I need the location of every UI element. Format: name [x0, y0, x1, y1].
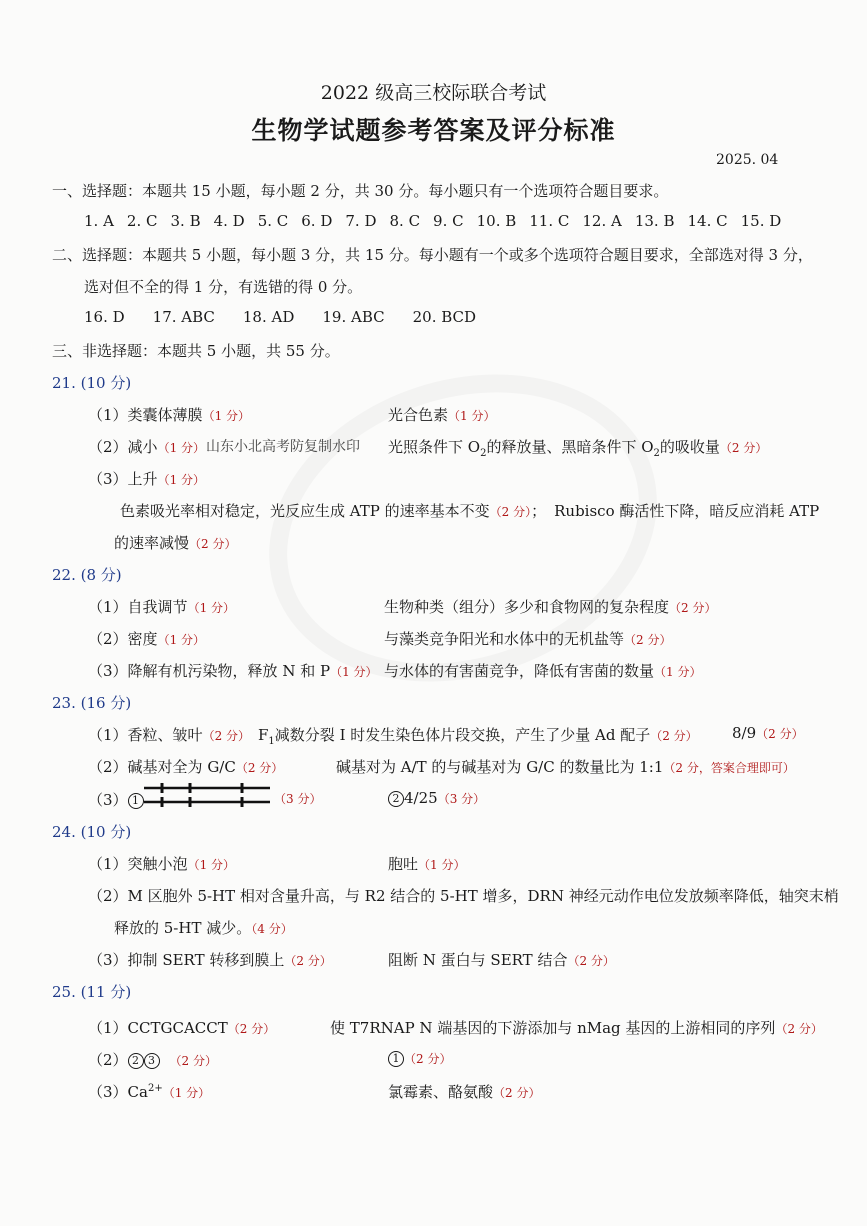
exam-name: 2022 级高三校际联合考试 [320, 82, 547, 104]
points: （1 分） [157, 633, 206, 647]
q22-part3-answer-b [384, 660, 701, 681]
q24-part3-answer-b [388, 949, 615, 970]
answer-text: 上升 [127, 470, 158, 488]
answer-text: 8/9 [732, 724, 757, 742]
q23-part3-answer-b [388, 789, 485, 807]
q22-part1-answer [88, 596, 235, 617]
part-label: （1） [88, 598, 128, 616]
answer-text: 与水体的有害菌竞争，降低有害菌的数量 [384, 662, 655, 680]
section3-heading: 三、非选择题：本题共 5 小题，共 55 分。 [52, 342, 340, 360]
answer-item: 12. A [582, 212, 622, 230]
section1-answer-list [84, 212, 781, 230]
answer-text: 的速率减慢 [114, 534, 190, 552]
q24-part3-answer [88, 949, 332, 970]
answer-text: Rubisco 酶活性下降，暗反应消耗 ATP [554, 502, 820, 520]
answer-text: Ca [127, 1083, 148, 1101]
answer-item: 5. C [257, 212, 289, 230]
answer-text: 碱基对全为 G/C [127, 758, 236, 776]
points: （2 分） [756, 727, 804, 741]
points: （1 分） [157, 473, 206, 487]
answer-item: 15. D [740, 212, 782, 230]
subscript: 2 [653, 448, 660, 459]
answer-text: 减小 [127, 438, 158, 456]
section2-heading-line2: 选对但不全的得 1 分，有选错的得 0 分。 [84, 278, 363, 296]
points: （2 分） [493, 1086, 541, 1100]
q25-part3-answer-b [388, 1081, 540, 1102]
part-label: （2） [88, 630, 128, 648]
q24-part1-answer [88, 853, 235, 874]
points: （2 分） [650, 729, 698, 743]
q25-title: 25. (11 分) [52, 983, 132, 1001]
points: （2 分，答案合理即可） [663, 761, 795, 775]
q22-part2-answer-b [384, 628, 671, 649]
q24-part2-line1 [88, 885, 839, 906]
points: （2 分） [169, 1054, 217, 1068]
q21-part3-explanation-line1 [120, 500, 819, 521]
part-label: （3） [88, 470, 128, 488]
q23-part1-answer-b [258, 724, 698, 747]
answer-item: 17. ABC [152, 308, 215, 326]
section2-heading-line1: 二、选择题：本题共 5 小题，每小题 3 分，共 15 分。每小题有一个或多个选项符合题目要求，全部选对得 3 分， [52, 246, 813, 264]
answer-text: 释放的 5-HT 减少。 [114, 919, 252, 937]
q24-part1-answer-b [388, 853, 465, 874]
q21-part1-answer [88, 404, 250, 425]
q23-part2-answer [88, 756, 283, 777]
q23-part1-answer-c [732, 724, 804, 742]
q23-title: 23. (16 分) [52, 694, 132, 712]
answer-text: 突触小泡 [127, 855, 188, 873]
part-label: （2） [88, 758, 128, 776]
answer-text: 的吸收量 [659, 438, 720, 456]
answer-item: 1. A [84, 212, 114, 230]
superscript: 2+ [147, 1083, 163, 1094]
q22-part2-answer [88, 628, 205, 649]
answer-text: 密度 [127, 630, 158, 648]
answer-text: F [258, 726, 269, 744]
points: （2 分） [567, 954, 615, 968]
circled-number: 2 [388, 791, 404, 807]
points: （2 分） [235, 761, 284, 775]
points: （2 分） [404, 1052, 452, 1066]
circled-number: 1 [128, 793, 144, 809]
answer-text: 光照条件下 O [388, 438, 481, 456]
q21-part3-explanation-line2 [114, 532, 236, 553]
part-label: （2） [88, 887, 128, 905]
q22-part1-answer-b [384, 596, 716, 617]
q24-title: 24. (10 分) [52, 823, 132, 841]
part-label: （1） [88, 1019, 128, 1037]
q21-part3-answer [88, 468, 205, 489]
q22-part3-answer [88, 660, 378, 681]
points: （3 分） [437, 792, 486, 806]
answer-text: 降解有机污染物，释放 N 和 P [127, 662, 331, 680]
answer-text: 的释放量、黑暗条件下 O [486, 438, 654, 456]
answer-text: 生物种类（组分）多少和食物网的复杂程度 [384, 598, 670, 616]
answer-text: CCTGCACCT [127, 1019, 228, 1037]
answer-text: M 区胞外 5-HT 相对含量升高，与 R2 结合的 5-HT 增多，DRN 神经元动作电位发放频率降低，轴突末梢 [127, 887, 839, 905]
q21-part2-answer [88, 436, 205, 457]
part-label: （3） [88, 791, 128, 809]
answer-text: 与藻类竞争阳光和水体中的无机盐等 [384, 630, 625, 648]
points: （2 分） [202, 729, 251, 743]
answer-item: 4. D [213, 212, 245, 230]
q21-title: 21. (10 分) [52, 374, 132, 392]
answer-item: 14. C [687, 212, 728, 230]
section1-heading: 一、选择题：本题共 15 小题，每小题 2 分，共 30 分。每小题只有一个选项符合题目要求。 [52, 182, 669, 200]
points: （2 分） [669, 601, 717, 615]
part-label: （3） [88, 662, 128, 680]
points: （3 分） [274, 792, 322, 806]
answer-text: 香粒、皱叶 [127, 726, 203, 744]
points: （1 分） [162, 1086, 211, 1100]
answer-text: 氯霉素、酪氨酸 [388, 1083, 494, 1101]
answer-text: 自我调节 [127, 598, 188, 616]
q21-part2-answer-b [388, 436, 767, 459]
q24-part2-line2 [114, 917, 293, 938]
q23-part2-answer-b [336, 756, 795, 777]
answer-text: 4/25 [404, 789, 438, 807]
part-label: （3） [88, 1083, 128, 1101]
separator: ； [531, 502, 547, 520]
chromosome-diagram [144, 782, 272, 808]
part-label: （1） [88, 406, 128, 424]
points: （1 分） [187, 601, 236, 615]
q23-part1-answer [88, 724, 250, 745]
q25-part1-answer-b [330, 1017, 823, 1038]
part-label: （2） [88, 1051, 128, 1069]
part-label: （1） [88, 855, 128, 873]
points: （1 分） [654, 665, 702, 679]
answer-item: 13. B [634, 212, 675, 230]
answer-text: 抑制 SERT 转移到膜上 [127, 951, 285, 969]
subscript: 2 [480, 448, 487, 459]
q21-part1-answer-b [388, 404, 495, 425]
q25-part2-answer [88, 1049, 217, 1070]
answer-item: 10. B [476, 212, 517, 230]
watermark-text: 山东小北高考防复制水印 [206, 439, 360, 455]
points: （2 分） [227, 1022, 276, 1036]
page-title: 生物学试题参考答案及评分标准 [251, 116, 616, 145]
answer-text: 胞吐 [388, 855, 419, 873]
answer-text: 减数分裂 I 时发生染色体片段交换，产生了少量 Ad 配子 [274, 726, 651, 744]
answer-text: 色素吸光率相对稳定，光反应生成 ATP 的速率基本不变 [120, 502, 490, 520]
points: （1 分） [202, 409, 251, 423]
points: （2 分） [489, 505, 532, 519]
answer-item: 7. D [345, 212, 377, 230]
answer-item: 6. D [301, 212, 333, 230]
q22-title: 22. (8 分) [52, 566, 122, 584]
answer-item: 16. D [84, 308, 125, 326]
points: （2 分） [775, 1022, 823, 1036]
points: （1 分） [448, 409, 496, 423]
answer-item: 8. C [389, 212, 421, 230]
answer-text: 碱基对为 A/T 的与碱基对为 G/C 的数量比为 1:1 [336, 758, 664, 776]
section2-answer-list [84, 308, 476, 326]
answer-item: 9. C [433, 212, 464, 230]
points: （1 分） [330, 665, 378, 679]
answer-text: 类囊体薄膜 [127, 406, 203, 424]
points: （2 分） [624, 633, 672, 647]
answer-item: 11. C [529, 212, 570, 230]
answer-item: 2. C [126, 212, 158, 230]
points: （1 分） [418, 858, 466, 872]
answer-text: 光合色素 [388, 406, 449, 424]
points: （2 分） [189, 537, 237, 551]
q23-part3-label [88, 789, 144, 810]
q25-part2-answer-b [388, 1049, 451, 1067]
points: （2 分） [284, 954, 332, 968]
points: （4 分） [251, 922, 293, 936]
part-label: （3） [88, 951, 128, 969]
subscript: 1 [268, 736, 275, 747]
points: （1 分） [157, 441, 206, 455]
part-label: （1） [88, 726, 128, 744]
q25-part1-answer [88, 1017, 275, 1038]
points: （2 分） [719, 441, 768, 455]
answer-item: 19. ABC [322, 308, 385, 326]
exam-date: 2025. 04 [716, 152, 779, 168]
answer-text: 使 T7RNAP N 端基因的下游添加与 nMag 基因的上游相同的序列 [330, 1019, 776, 1037]
answer-text: 阻断 N 蛋白与 SERT 结合 [388, 951, 568, 969]
answer-item: 20. BCD [412, 308, 477, 326]
answer-item: 18. AD [242, 308, 295, 326]
q25-part3-answer [88, 1081, 210, 1102]
points: （1 分） [187, 858, 236, 872]
circled-number: 1 [388, 1051, 404, 1067]
circled-number: 2 [128, 1053, 144, 1069]
answer-item: 3. B [170, 212, 201, 230]
circled-number: 3 [144, 1053, 160, 1069]
q23-part3-points [274, 789, 321, 807]
part-label: （2） [88, 438, 128, 456]
